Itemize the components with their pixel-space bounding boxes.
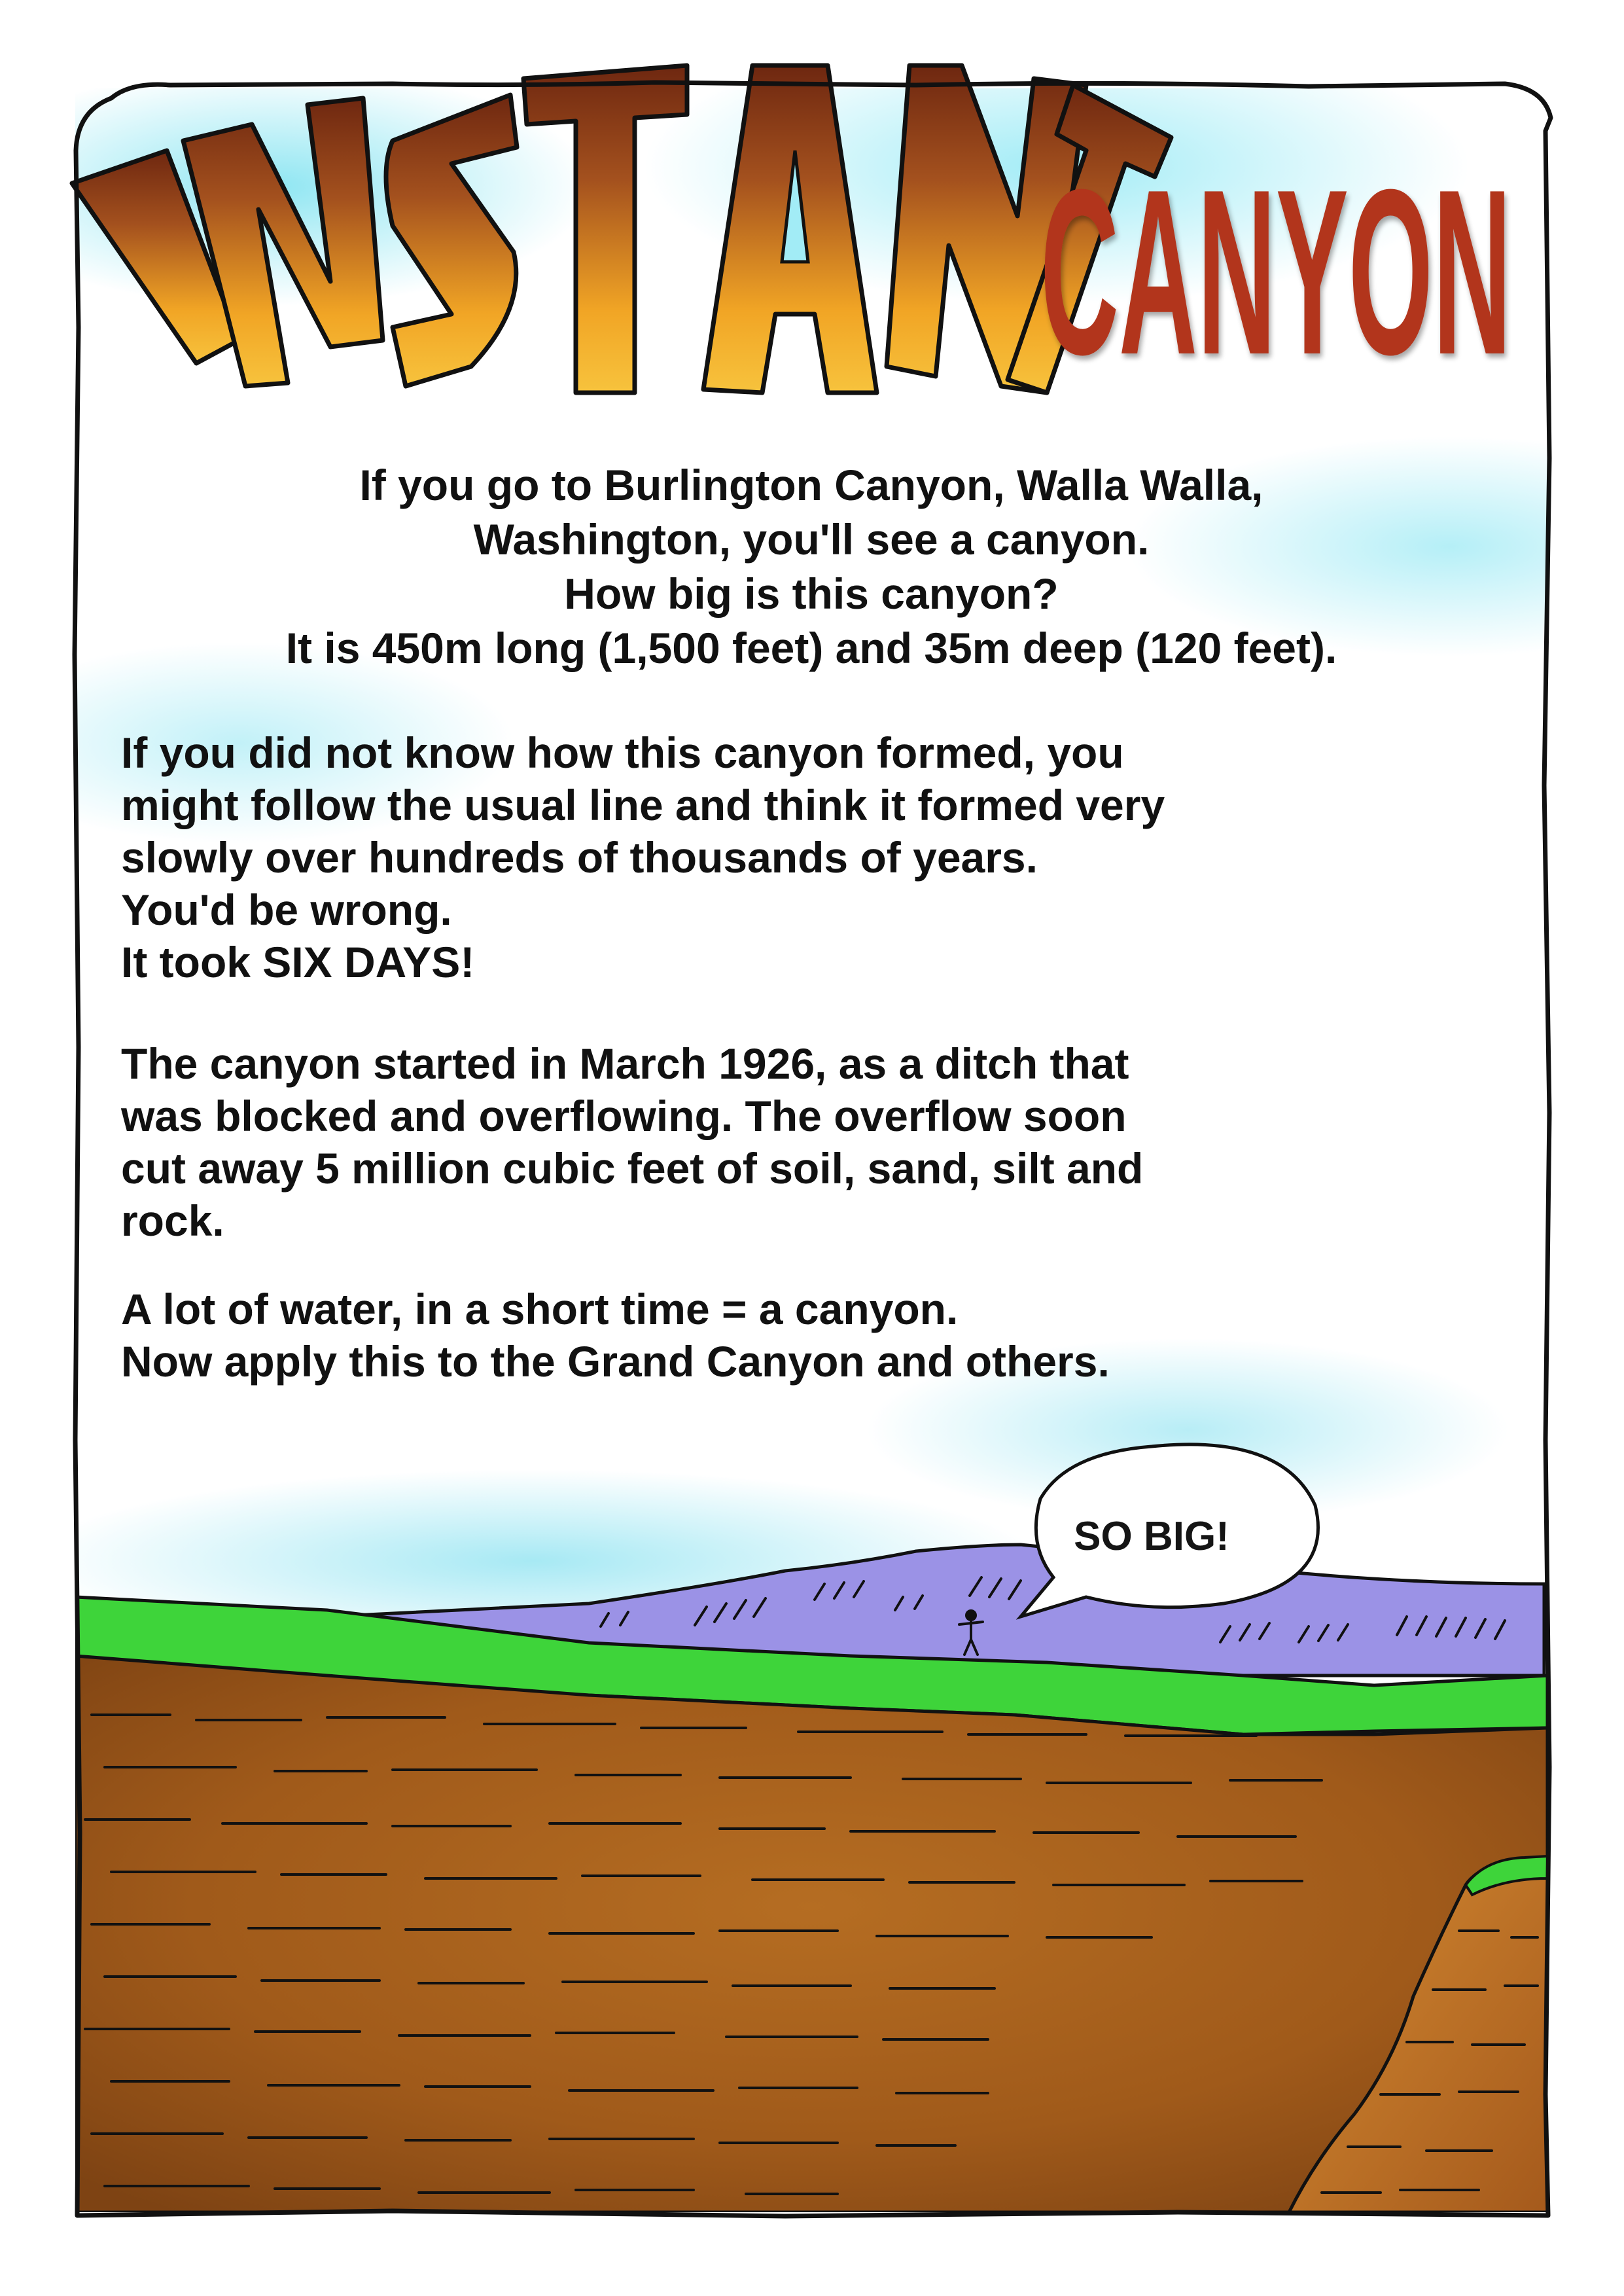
paragraph-line: slowly over hundreds of thousands of years.	[121, 833, 1038, 882]
paragraph-line: The canyon started in March 1926, as a ditch that	[121, 1039, 1129, 1088]
title-word-canyon: CANYON	[1040, 141, 1511, 404]
intro-line: How big is this canyon?	[564, 569, 1059, 618]
paragraph-line: rock.	[121, 1196, 224, 1245]
paragraph-line: cut away 5 million cubic feet of soil, sand, silt and	[121, 1144, 1144, 1193]
paragraph-line: It took SIX DAYS!	[121, 938, 475, 986]
paragraph-line: Now apply this to the Grand Canyon and others.	[121, 1337, 1110, 1386]
canyon-floor-ground	[75, 1656, 1547, 2212]
paragraph-line: If you did not know how this canyon formed, you	[121, 728, 1124, 777]
paragraph-line: You'd be wrong.	[121, 886, 452, 934]
paragraph-line: A lot of water, in a short time = a canyon.	[121, 1285, 959, 1333]
intro-line: If you go to Burlington Canyon, Walla Walla,	[359, 461, 1263, 509]
paragraph-line: was blocked and overflowing. The overflow soon	[121, 1092, 1127, 1140]
intro-line: Washington, you'll see a canyon.	[473, 515, 1150, 564]
paragraph-line: might follow the usual line and think it formed very	[121, 781, 1165, 829]
intro-line: It is 450m long (1,500 feet) and 35m deep (120 feet).	[285, 624, 1337, 672]
speech-bubble-text: SO BIG!	[1074, 1514, 1229, 1559]
